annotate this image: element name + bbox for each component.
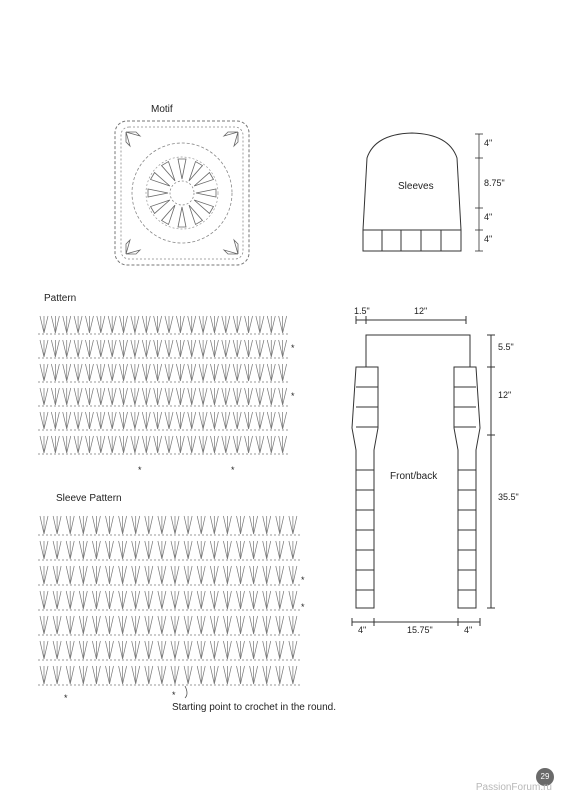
- sleeves-dim-lower: 4": [484, 212, 493, 222]
- watermark: PassionForum.ru: [475, 782, 552, 793]
- sleeve-marker-1: *: [301, 575, 305, 585]
- sleeves-label: Sleeves: [398, 181, 434, 192]
- sleeve-marker-3: *: [64, 693, 68, 703]
- pattern-marker-4: *: [231, 465, 235, 475]
- front-back-dim-left: 4": [358, 625, 367, 635]
- front-back-dim-armhole: 12": [498, 390, 512, 400]
- front-back-dim-right: 4": [464, 625, 473, 635]
- pattern-marker-1: *: [291, 343, 295, 353]
- sleeves-dim-top: 4": [484, 138, 493, 148]
- sleeve-pattern-title: Sleeve Pattern: [56, 493, 122, 504]
- front-back-dim-neck: 12": [414, 306, 428, 316]
- page-number: 29: [536, 768, 554, 786]
- sleeve-pattern-note: Starting point to crochet in the round.: [172, 702, 336, 713]
- pattern-title: Pattern: [44, 293, 77, 304]
- sleeves-dim-body: 8.75": [484, 178, 505, 188]
- sleeves-schematic: [355, 128, 500, 258]
- front-back-dim-body: 35.5": [498, 492, 519, 502]
- front-back-dim-shoulder: 1.5": [354, 306, 370, 316]
- pattern-chart: [38, 308, 300, 468]
- motif-diagram: [112, 118, 252, 268]
- sleeve-pattern-chart: [38, 508, 308, 703]
- pattern-marker-2: *: [291, 391, 295, 401]
- front-back-dim-neck-depth: 5.5": [498, 342, 514, 352]
- motif-title: Motif: [151, 104, 173, 115]
- sleeves-dim-cuff: 4": [484, 234, 493, 244]
- sleeve-marker-2: *: [301, 602, 305, 612]
- sleeve-marker-4: *: [172, 690, 176, 700]
- front-back-dim-center: 15.75": [407, 625, 433, 635]
- front-back-label: Front/back: [390, 471, 438, 482]
- pattern-marker-3: *: [138, 465, 142, 475]
